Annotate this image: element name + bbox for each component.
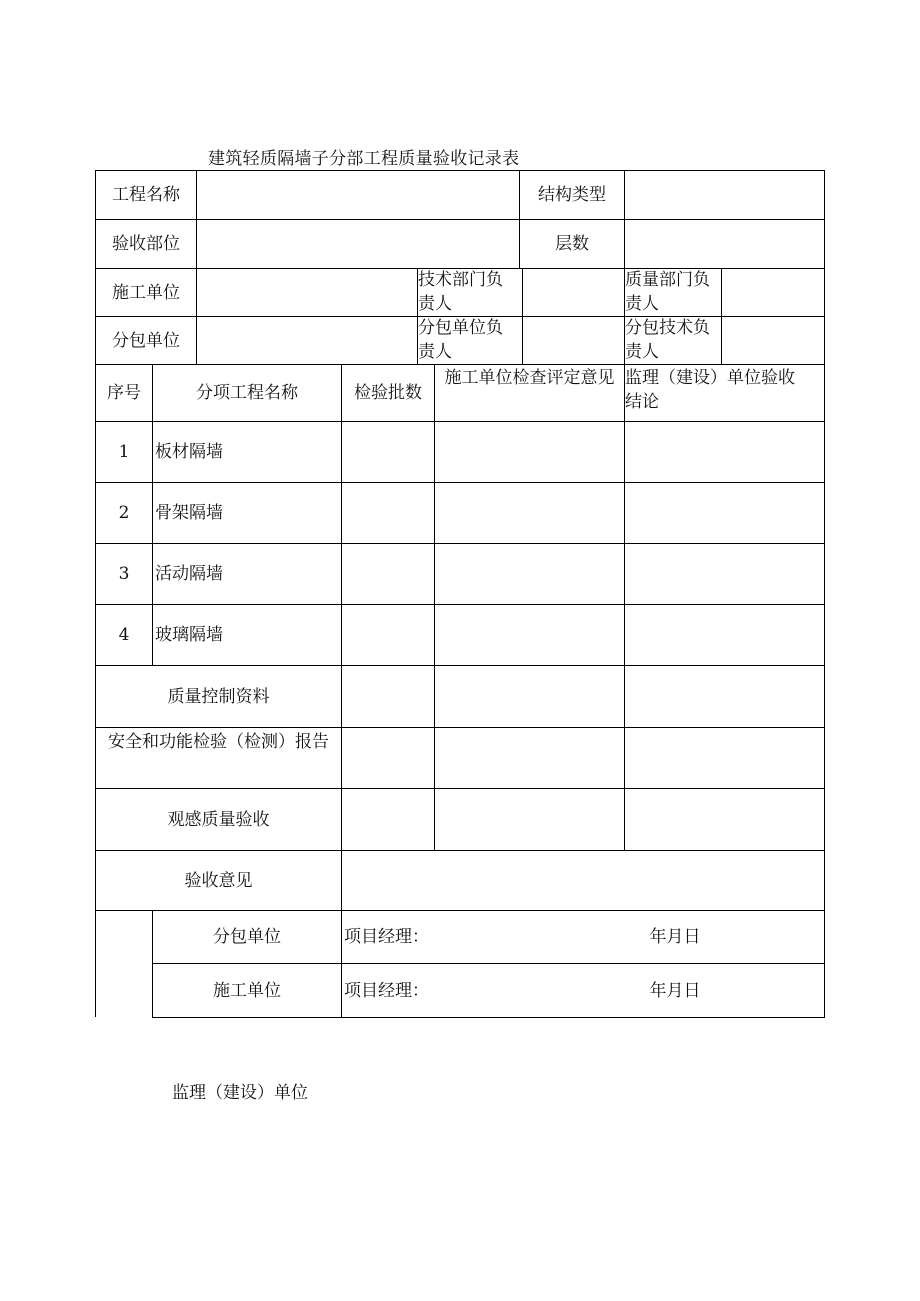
quality-control-docs-opinion[interactable] (435, 666, 624, 727)
subcontract-head-value[interactable] (523, 317, 624, 364)
quality-dept-head-label-line-1: 质量部门负 (625, 270, 710, 290)
quality-dept-head-value[interactable] (722, 269, 824, 316)
column-header-supervision-conclusion (625, 364, 824, 421)
subcontract-tech-head-label-line-2: 责人 (625, 342, 659, 362)
item-construction-opinion[interactable] (435, 605, 624, 665)
tech-dept-head-value[interactable] (523, 269, 624, 316)
col-line (824, 170, 825, 1018)
quality-control-docs-label: 质量控制资料 (167, 686, 270, 707)
item-batches[interactable] (342, 544, 434, 604)
signoff-construction-project-manager: 项目经理： (344, 980, 429, 1001)
item-supervision-conclusion[interactable] (625, 544, 824, 604)
signoff-subcontract-date: 年月日 (649, 927, 701, 947)
acceptance-part-label: 验收部位 (112, 234, 180, 254)
supervision-unit-label: 监理（建设）单位 (172, 1083, 308, 1103)
project-name-value[interactable] (197, 171, 519, 219)
item-construction-opinion[interactable] (435, 483, 624, 543)
item-supervision-conclusion[interactable] (625, 605, 824, 665)
subcontract-head-label-line-1: 分包单位负 (418, 318, 503, 338)
item-batches[interactable] (342, 483, 434, 543)
subcontract-head-label (418, 316, 522, 364)
structure-type-value[interactable] (625, 171, 824, 219)
structure-type-label: 结构类型 (538, 185, 606, 205)
appearance-quality-label: 观感质量验收 (167, 809, 270, 830)
safety-report-batches[interactable] (342, 728, 434, 788)
column-header-batches: 检验批数 (354, 383, 422, 403)
column-header-seq: 序号 (107, 383, 141, 403)
item-name: 活动隔墙 (155, 564, 223, 584)
item-batches[interactable] (342, 605, 434, 665)
item-name: 板材隔墙 (155, 442, 223, 462)
item-seq: 4 (118, 625, 130, 645)
item-supervision-conclusion[interactable] (625, 422, 824, 482)
item-name: 玻璃隔墙 (155, 625, 223, 645)
subcontract-tech-head-value[interactable] (722, 317, 824, 364)
subcontract-tech-head-label-line-1: 分包技术负 (625, 318, 710, 338)
subcontract-unit-label: 分包单位 (112, 330, 180, 351)
signoff-construction-date: 年月日 (649, 980, 701, 1001)
item-supervision-conclusion[interactable] (625, 483, 824, 543)
quality-dept-head-label (625, 268, 721, 316)
subcontract-unit-value[interactable] (197, 317, 417, 364)
quality-control-docs-batches[interactable] (342, 666, 434, 727)
item-seq: 1 (118, 442, 130, 462)
floors-label: 层数 (555, 234, 589, 254)
signoff-subcontract-unit-label: 分包单位 (213, 927, 281, 947)
tech-dept-head-label (418, 268, 522, 316)
item-batches[interactable] (342, 422, 434, 482)
tech-dept-head-label-line-1: 技术部门负 (418, 270, 503, 290)
column-header-construction-opinion: 施工单位检查评定意见 (444, 368, 615, 388)
page-title: 建筑轻质隔墙子分部工程质量验收记录表 (208, 149, 520, 169)
quality-dept-head-label-line-2: 责人 (625, 294, 659, 314)
subcontract-tech-head-label (625, 316, 721, 364)
appearance-quality-batches[interactable] (342, 789, 434, 850)
project-name-label: 工程名称 (112, 185, 180, 205)
safety-report-opinion[interactable] (435, 728, 624, 788)
appearance-quality-opinion[interactable] (435, 789, 624, 850)
item-construction-opinion[interactable] (435, 544, 624, 604)
acceptance-opinion-label: 验收意见 (184, 870, 253, 891)
safety-report-conclusion[interactable] (625, 728, 824, 788)
acceptance-opinion-value[interactable] (342, 851, 824, 910)
row-line (152, 1017, 825, 1018)
construction-unit-label: 施工单位 (112, 282, 180, 303)
item-seq: 3 (118, 564, 130, 584)
item-seq: 2 (118, 503, 130, 523)
column-header-item-name: 分项工程名称 (196, 383, 298, 403)
safety-report-label: 安全和功能检验（检测）报告 (108, 732, 329, 752)
quality-control-docs-conclusion[interactable] (625, 666, 824, 727)
signoff-construction-unit-label: 施工单位 (213, 980, 281, 1001)
appearance-quality-conclusion[interactable] (625, 789, 824, 850)
column-header-supervision-conclusion-line-1: 监理（建设）单位验收 (625, 368, 795, 388)
construction-unit-value[interactable] (197, 269, 417, 316)
acceptance-part-value[interactable] (197, 220, 519, 268)
floors-value[interactable] (625, 220, 824, 268)
signoff-subcontract-project-manager: 项目经理： (344, 927, 429, 947)
column-header-supervision-conclusion-line-2: 结论 (625, 392, 659, 412)
subcontract-head-label-line-2: 责人 (418, 342, 452, 362)
item-construction-opinion[interactable] (435, 422, 624, 482)
item-name: 骨架隔墙 (155, 503, 223, 523)
tech-dept-head-label-line-2: 责人 (418, 294, 452, 314)
